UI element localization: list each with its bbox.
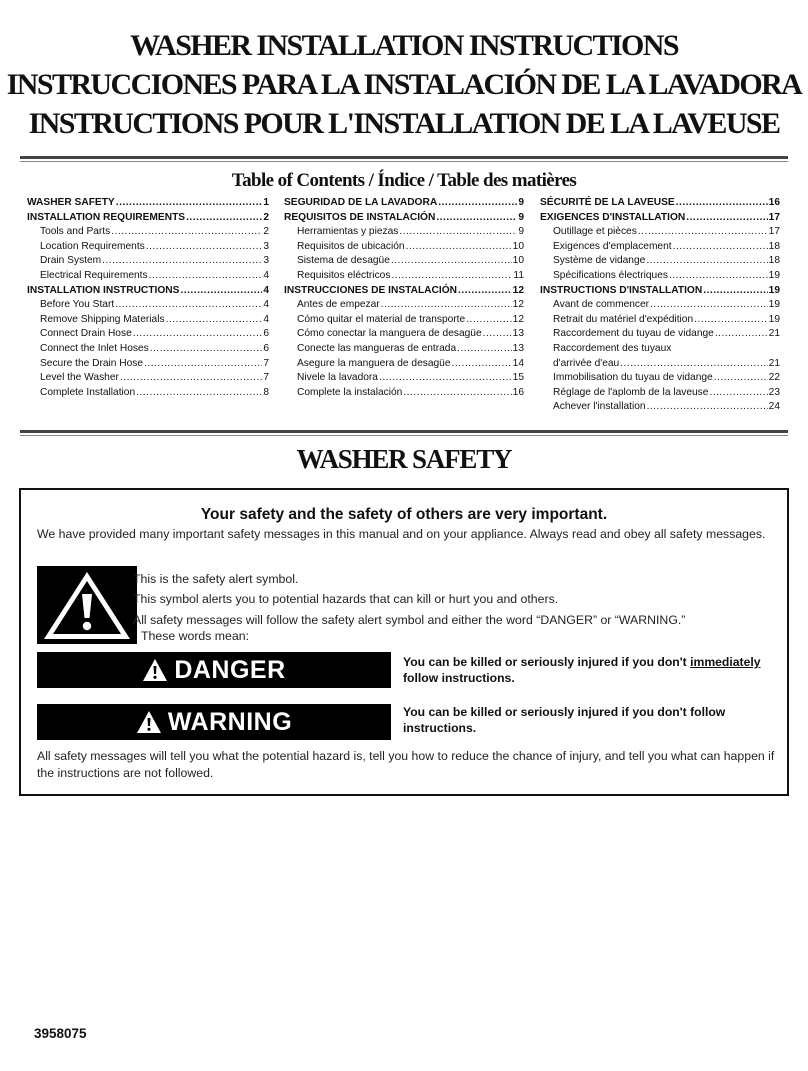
toc-entry — [284, 313, 524, 328]
toc-entry-page: 2 — [263, 226, 269, 238]
toc-entry-label: Before You Start — [40, 299, 115, 311]
toc-leader-dots — [111, 225, 262, 240]
toc-entry-label: Tools and Parts — [40, 226, 111, 238]
warning-description: You can be killed or seriously injured if you don't follow instructions. — [403, 705, 726, 735]
alert-line-2: This symbol alerts you to potential hazards that can kill or hurt you and others. — [133, 592, 559, 606]
toc-entry — [540, 240, 780, 255]
toc-leader-dots — [399, 225, 517, 240]
toc-leader-dots — [676, 196, 768, 211]
toc-entry-label: Remove Shipping Materials — [40, 313, 165, 325]
toc-entry-page: 13 — [512, 328, 524, 340]
toc-leader-dots — [646, 254, 767, 269]
toc-entry-label: Nivele la lavadora — [297, 372, 378, 384]
toc-entry-label: Secure the Drain Hose — [40, 357, 144, 369]
toc-entry-page: 16 — [768, 197, 780, 208]
danger-label: DANGER — [174, 655, 286, 684]
toc-leader-dots — [457, 342, 512, 357]
toc-leader-dots — [466, 313, 511, 328]
toc-entry-page: 10 — [512, 255, 524, 267]
toc-entry-page: 12 — [512, 299, 524, 311]
divider-top-thin — [20, 161, 788, 162]
toc-leader-dots — [458, 284, 512, 299]
toc-entry-page: 19 — [768, 284, 780, 296]
toc-entry-label: Complete la instalación — [297, 386, 403, 398]
toc-entry-label: Drain System — [40, 255, 102, 267]
toc-leader-dots — [144, 357, 262, 372]
toc-column-spanish — [284, 196, 524, 400]
toc-leader-dots — [186, 211, 262, 226]
toc-leader-dots — [638, 225, 768, 240]
toc-entry-page: 3 — [263, 255, 269, 267]
toc-entry-page: 8 — [263, 386, 269, 398]
toc-entry-page: 24 — [768, 401, 780, 413]
toc-entry — [284, 298, 524, 313]
warning-triangle-icon — [37, 566, 137, 644]
toc-leader-dots — [136, 386, 262, 401]
toc-entry-page: 6 — [263, 342, 269, 354]
alert-line-4: These words mean: — [141, 629, 249, 643]
toc-entry-label: Avant de commencer — [553, 299, 650, 311]
safety-outro: All safety messages will tell you what the potential hazard is, tell you how to reduce the chance of injury, and tell you what can happen if the instructions are not followed. — [37, 749, 775, 780]
divider-middle — [20, 430, 788, 433]
safety-title: Your safety and the safety of others are very important. — [200, 506, 608, 523]
toc-entry — [27, 225, 269, 240]
toc-entry-label: d'arrivée d'eau — [553, 357, 620, 369]
toc-leader-dots — [379, 371, 512, 386]
toc-leader-dots — [650, 298, 768, 313]
danger-text: You can be killed or seriously injured if you don't — [403, 655, 691, 669]
section-heading-washer-safety: WASHER SAFETY — [296, 444, 512, 474]
toc-leader-dots — [715, 327, 768, 342]
toc-leader-dots — [166, 313, 263, 328]
toc-entry — [27, 254, 269, 269]
toc-entry — [284, 225, 524, 240]
toc-entry — [540, 196, 780, 211]
toc-entry-page: 12 — [512, 313, 524, 325]
toc-entry-label: Asegure la manguera de desagüe — [297, 357, 451, 369]
toc-leader-dots — [647, 400, 768, 415]
toc-entry-label: Système de vidange — [553, 255, 646, 267]
toc-entry-label: Conecte las mangueras de entrada — [297, 342, 457, 354]
warning-alert-icon — [136, 710, 162, 734]
toc-entry-page: 7 — [263, 372, 269, 384]
danger-text-end: follow instructions. — [403, 671, 515, 685]
toc-entry-label: Cómo quitar el material de transporte — [297, 313, 466, 325]
warning-signal-bar — [37, 704, 391, 740]
toc-entry — [27, 357, 269, 372]
toc-entry-page: 4 — [263, 299, 269, 311]
toc-entry — [284, 327, 524, 342]
warning-label: WARNING — [167, 707, 293, 736]
divider-top — [20, 156, 788, 159]
toc-entry — [284, 284, 524, 299]
alert-line-1: This is the safety alert symbol. — [133, 572, 299, 586]
toc-entry-label: Level the Washer — [40, 372, 119, 384]
toc-entry-page: 2 — [263, 211, 269, 223]
toc-leader-dots — [483, 327, 512, 342]
toc-entry — [284, 254, 524, 269]
toc-entry-page: 6 — [263, 328, 269, 340]
toc-entry-label: Location Requirements — [40, 240, 145, 252]
toc-leader-dots — [452, 357, 512, 372]
toc-entry-label: Raccordement du tuyau de vidange — [553, 328, 714, 340]
toc-leader-dots — [406, 240, 512, 255]
toc-entry — [27, 327, 269, 342]
toc-leader-dots — [703, 284, 767, 299]
toc-entry-page: 7 — [263, 357, 269, 369]
toc-entry — [27, 342, 269, 357]
toc-leader-dots — [403, 386, 511, 401]
toc-entry-label: Exigences d'emplacement — [553, 240, 672, 252]
toc-entry-label: Connect Drain Hose — [40, 328, 132, 340]
toc-entry-label: Electrical Requirements — [40, 269, 148, 281]
toc-entry — [284, 357, 524, 372]
toc-leader-dots — [436, 211, 517, 226]
toc-entry — [27, 371, 269, 386]
toc-leader-dots — [694, 313, 768, 328]
safety-box — [19, 488, 789, 796]
toc-entry-label: Connect the Inlet Hoses — [40, 342, 149, 354]
toc-column-french — [540, 196, 780, 415]
toc-leader-dots — [669, 269, 768, 284]
divider-middle-thin — [20, 435, 788, 436]
toc-entry-page: 21 — [768, 357, 780, 369]
toc-entry — [540, 284, 780, 299]
toc-entry — [540, 254, 780, 269]
toc-entry — [540, 400, 780, 415]
toc-entry-label: Herramientas y piezas — [297, 226, 399, 238]
toc-entry-label: Immobilisation du tuyau de vidange — [553, 372, 713, 384]
toc-leader-dots — [116, 196, 263, 211]
toc-leader-dots — [149, 269, 263, 284]
toc-leader-dots — [391, 269, 512, 284]
toc-leader-dots — [102, 254, 262, 269]
toc-entry — [284, 269, 524, 284]
toc-column-english — [27, 196, 269, 400]
toc-entry-page: 16 — [512, 386, 524, 398]
toc-entry-label: Achever l'installation — [553, 401, 646, 413]
toc-entry-label: INSTRUCTIONS D'INSTALLATION — [540, 284, 703, 296]
toc-entry-page: 23 — [768, 386, 780, 398]
toc-entry — [27, 240, 269, 255]
title-block — [0, 26, 808, 143]
toc-entry — [27, 284, 269, 299]
toc-entry-label: WASHER SAFETY — [27, 197, 115, 208]
danger-emphasis: immediately — [690, 655, 761, 669]
toc-entry — [540, 371, 780, 386]
toc-leader-dots — [709, 386, 767, 401]
safety-intro: We have provided many important safety messages in this manual and on your appliance. Always read and obey all safety messages. — [37, 527, 766, 541]
danger-signal-bar — [37, 652, 391, 688]
toc-leader-dots — [146, 240, 263, 255]
toc-entry-label: Outillage et pièces — [553, 226, 637, 238]
toc-entry-label: SÉCURITÉ DE LA LAVEUSE — [540, 197, 675, 208]
toc-entry — [27, 196, 269, 211]
toc-leader-dots — [391, 254, 512, 269]
toc-entry-page: 19 — [768, 313, 780, 325]
toc-entry-page: 22 — [768, 372, 780, 384]
toc-entry — [540, 357, 780, 372]
toc-entry-label: Antes de empezar — [297, 299, 380, 311]
toc-entry — [540, 342, 780, 357]
toc-entry — [284, 386, 524, 401]
toc-entry-page: 17 — [768, 226, 780, 238]
toc-entry — [284, 196, 524, 211]
title-spanish: INSTRUCCIONES PARA LA INSTALACIÓN DE LA LAVADORA — [6, 68, 802, 101]
toc-entry-label: INSTALLATION REQUIREMENTS — [27, 211, 186, 223]
toc-entry-label: Spécifications électriques — [553, 269, 668, 281]
toc-entry — [27, 269, 269, 284]
toc-entry-label: Cómo conectar la manguera de desagüe — [297, 328, 482, 340]
title-french: INSTRUCTIONS POUR L'INSTALLATION DE LA LAVEUSE — [28, 107, 780, 140]
toc-entry-page: 4 — [263, 313, 269, 325]
toc-entry — [540, 327, 780, 342]
toc-entry-page: 18 — [768, 255, 780, 267]
toc-entry-label: Raccordement des tuyaux — [553, 342, 672, 354]
toc-entry-page: 1 — [263, 197, 269, 208]
toc-entry — [284, 371, 524, 386]
toc-entry-page: 4 — [263, 269, 269, 281]
toc-entry-label: SEGURIDAD DE LA LAVADORA — [284, 197, 438, 208]
toc-entry-label: Retrait du matériel d'expédition — [553, 313, 694, 325]
toc-entry-label: EXIGENCES D'INSTALLATION — [540, 211, 686, 223]
toc-entry-page: 13 — [512, 342, 524, 354]
toc-entry — [284, 342, 524, 357]
toc-leader-dots — [438, 196, 517, 211]
toc-heading: Table of Contents / Índice / Table des matières — [231, 170, 577, 191]
toc-entry — [284, 240, 524, 255]
toc-entry — [27, 211, 269, 226]
toc-entry-page: 19 — [768, 299, 780, 311]
toc-entry — [540, 225, 780, 240]
danger-description — [403, 654, 783, 686]
danger-alert-icon — [142, 658, 168, 682]
toc-leader-dots — [686, 211, 767, 226]
toc-entry-page: 18 — [768, 240, 780, 252]
toc-entry-page: 3 — [263, 240, 269, 252]
toc-entry-page: 15 — [512, 372, 524, 384]
toc-entry-label: INSTRUCCIONES DE INSTALACIÓN — [284, 284, 458, 296]
toc-entry — [540, 269, 780, 284]
toc-entry-page: 4 — [263, 284, 269, 296]
toc-entry-page: 11 — [513, 269, 524, 281]
toc-entry-label: Requisitos de ubicación — [297, 240, 405, 252]
toc-leader-dots — [673, 240, 768, 255]
toc-leader-dots — [133, 327, 263, 342]
toc-entry — [27, 386, 269, 401]
alert-line-3: All safety messages will follow the safety alert symbol and either the word “DANGER” or “WARNING.” — [133, 613, 686, 627]
toc-leader-dots — [381, 298, 512, 313]
toc-entry-page: 12 — [512, 284, 524, 296]
toc-leader-dots — [115, 298, 262, 313]
toc-leader-dots — [180, 284, 262, 299]
toc-entry-page: 17 — [768, 211, 780, 223]
toc-entry-label: Complete Installation — [40, 386, 136, 398]
toc-entry — [540, 298, 780, 313]
toc-leader-dots — [120, 371, 262, 386]
toc-entry-page: 9 — [518, 226, 524, 238]
toc-leader-dots — [620, 357, 767, 372]
toc-entry — [540, 211, 780, 226]
toc-entry-page: 9 — [518, 211, 524, 223]
toc-entry — [27, 313, 269, 328]
toc-entry — [540, 313, 780, 328]
toc-entry-page: 21 — [768, 328, 780, 340]
toc-entry-label: Sistema de desagüe — [297, 255, 390, 267]
toc-entry-label: REQUISITOS DE INSTALACIÓN — [284, 211, 436, 223]
toc-entry-label: Réglage de l'aplomb de la laveuse — [553, 386, 709, 398]
toc-entry-label: INSTALLATION INSTRUCTIONS — [27, 284, 180, 296]
toc-entry-page: 14 — [512, 357, 524, 369]
toc-leader-dots — [150, 342, 263, 357]
toc-entry — [284, 211, 524, 226]
toc-entry-page: 9 — [518, 197, 524, 208]
toc-entry — [540, 386, 780, 401]
document-number: 3958075 — [34, 1026, 87, 1041]
toc-entry-label: Requisitos eléctricos — [297, 269, 391, 281]
title-english: WASHER INSTALLATION INSTRUCTIONS — [130, 29, 678, 62]
toc-entry-page: 10 — [512, 240, 524, 252]
toc-leader-dots — [714, 371, 768, 386]
toc-entry — [27, 298, 269, 313]
toc-entry-page: 19 — [768, 269, 780, 281]
